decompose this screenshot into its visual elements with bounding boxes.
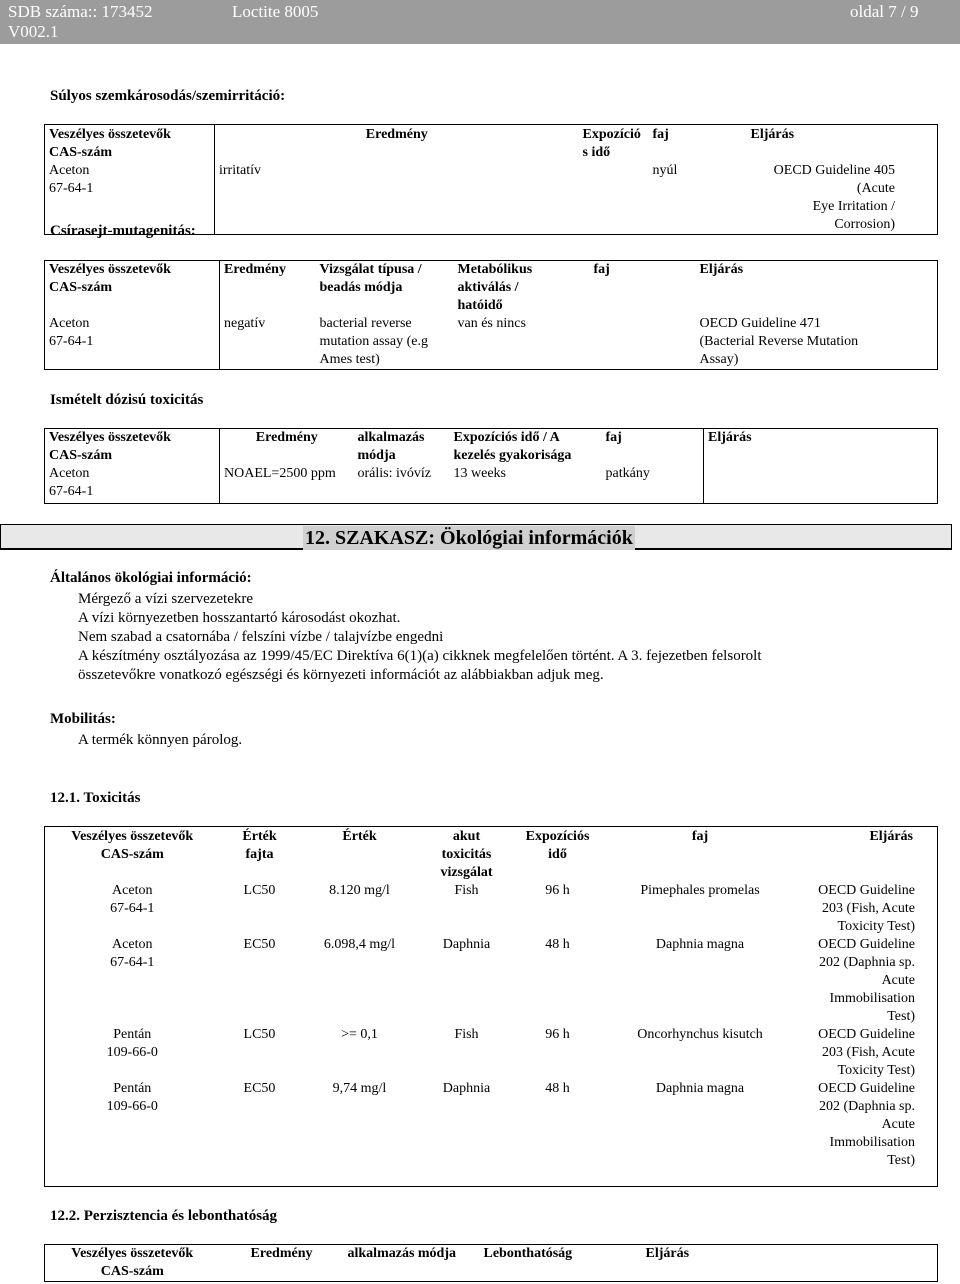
col-header: Eljárás [750, 127, 795, 142]
repeated-table [44, 428, 938, 504]
col-header: Eredmény [365, 127, 428, 142]
mobility-text: A termék könnyen párolog. [78, 732, 243, 748]
persistence-title: 12.2. Perzisztencia és lebonthatóság [50, 1208, 278, 1224]
table-header-row [45, 125, 938, 163]
table-header-row: Veszélyes összetevők CAS-szám Eredmény alkalmazás módja Lebonthatóság Eljárás [71, 1246, 690, 1279]
table-header-row: Veszélyes összetevők CAS-szám Eredmény alkalmazás módja Expozíciós idő / A kezelés gyakorisága faj Eljárás [45, 429, 938, 466]
table-row: Pentán 109-66-0 LC50 >= 0,1 Fish 96 h Oncorhynchus kisutch OECD Guideline 203 (Fish, Acute Toxicity Test) [106, 1027, 915, 1078]
col-header: CAS-szám [49, 145, 112, 160]
muta-section-title: Csírasejt-mutagenitás: [50, 223, 196, 239]
table-row: Aceton 67-64-1 LC50 8.120 mg/l Fish 96 h Pimephales promelas OECD Guideline 203 (Fish, Acute Toxicity Test) [110, 883, 915, 934]
table-row: Pentán 109-66-0 EC50 9,74 mg/l Daphnia 48 h Daphnia magna OECD Guideline 202 (Daphnia sp. Acute Immobilisation Test) [106, 1081, 915, 1168]
toxicity-title: 12.1. Toxicitás [50, 790, 141, 806]
general-eco-title: Általános ökológiai információ: [50, 570, 252, 586]
page-number: oldal 7 / 9 [850, 2, 919, 21]
col-header: faj [652, 127, 669, 142]
muta-table [44, 260, 938, 370]
table-header-row: Veszélyes összetevők CAS-szám Eredmény Vizsgálat típusa / beadás módja Metabólikus aktiválás / hatóidő faj Eljárás [45, 261, 938, 316]
version: V002.1 [8, 22, 59, 41]
table-header-row: Veszélyes összetevők CAS-szám Érték fajta Érték akut toxicitás vizsgálat Expozíciós idő faj Eljárás [71, 829, 913, 880]
table-row: Aceton 67-64-1 irritatív nyúl OECD Guideline 405 (Acute Eye Irritation / Corrosion) [45, 162, 938, 235]
col-header: Veszélyes összetevők [49, 127, 171, 142]
col-header: Expozíció [582, 127, 641, 142]
mobility-title: Mobilitás: [50, 711, 116, 727]
persistence-table [44, 1244, 938, 1282]
page-header [0, 0, 960, 44]
product-name: Loctite 8005 [232, 2, 319, 21]
section-12-title: 12. SZAKASZ: Ökológiai információk [305, 527, 633, 549]
col-header: s idő [582, 145, 611, 160]
repeated-section-title: Ismételt dózisú toxicitás [50, 392, 204, 408]
section-12-banner [0, 524, 952, 550]
sds-number: SDB száma:: 173452 [8, 2, 153, 21]
toxicity-table [44, 826, 938, 1187]
table-row: Aceton 67-64-1 NOAEL=2500 ppm orális: ivóvíz 13 weeks patkány [45, 465, 938, 504]
general-eco-text: Mérgező a vízi szervezetekre A vízi környezetben hosszantartó károsodást okozhat. Nem szabad a csatornába / felszíni vízbe / talajvízbe engedni A készítmény osztályozása az 1999/45/EC Direktíva 6(1)(a) cikknek megfelelően történt. A 3. fejezetben felsorolt összetevőkre vonatkozó egészségi és környezeti információt az alábbiakban adjuk meg. [78, 591, 762, 683]
eye-table [44, 124, 938, 235]
eye-section-title: Súlyos szemkárosodás/szemirritáció: [50, 88, 286, 104]
table-row: Aceton 67-64-1 EC50 6.098,4 mg/l Daphnia 48 h Daphnia magna OECD Guideline 202 (Daphnia sp. Acute Immobilisation Test) [110, 937, 915, 1024]
table-row: Aceton 67-64-1 negatív bacterial reverse mutation assay (e.g Ames test) van és nincs OECD Guideline 471 (Bacterial Reverse Mutation Assay) [45, 315, 938, 370]
